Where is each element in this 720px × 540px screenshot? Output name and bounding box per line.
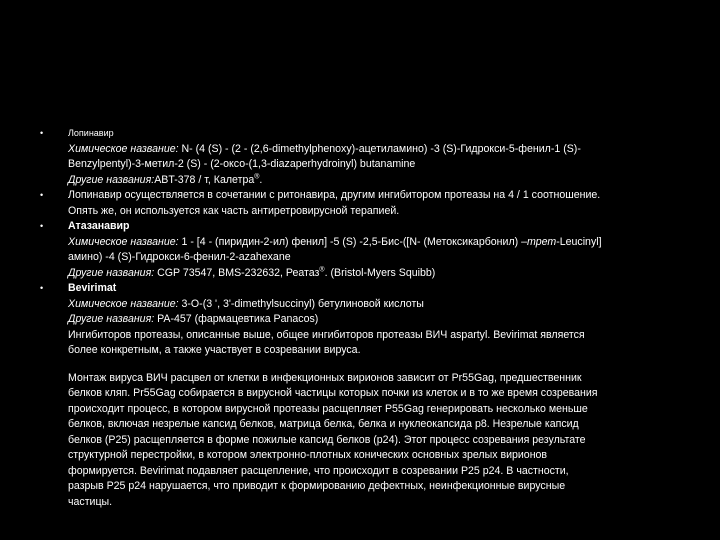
paragraph-line: структурной перестройки, в котором электронно-плотных конических основных зрелых вирионов xyxy=(68,449,548,461)
paragraph-line: формируется. Bevirimat подавляет расщепление, что происходит в созревании P25 p24. В частности, xyxy=(68,464,569,477)
other-names-end: . xyxy=(259,173,263,186)
drug-name: Bevirimat xyxy=(68,282,117,294)
paragraph-line: разрыв P25 p24 нарушается, что приводит к формированию дефектных, неинфекционные вирусные xyxy=(68,480,566,492)
paragraph-line: происходит процесс, в котором вирусной протеазы расщепляет P55Gag генерировать несколько меньше xyxy=(68,402,588,415)
list-item-bevirimat xyxy=(40,281,690,359)
paragraph-line: белков, включая незрелые капсид белков, матрица белка, белка и нуклеокапсида p8. Незрелые капсид xyxy=(68,418,579,430)
other-names-line xyxy=(68,312,690,328)
list-item-atazanavir xyxy=(40,219,690,281)
drug-name: Лопинавир xyxy=(68,128,114,138)
chem-name-label: Химическое название: xyxy=(68,297,179,310)
paragraph-line: белков кляп. Pr55Gag собирается в вирусной частицы которых почки из клеток и в то же время созревания xyxy=(68,387,598,399)
chem-name-line-2: Benzylpentyl)-3-метил-2 (S) - (2-оксо-(1,3-diazaperhydroinyl) butanamine xyxy=(68,158,416,170)
other-names-text: CGP 73547, BMS-232632, Реатаз xyxy=(154,266,320,279)
maturation-paragraph xyxy=(68,371,690,511)
registered-mark: ® xyxy=(254,172,260,180)
drug-name: Атазанавир xyxy=(68,220,130,232)
description-line-2: более конкретным, а также участвует в созревании вируса. xyxy=(68,344,361,356)
other-names-label: Другие названия: xyxy=(68,173,155,186)
bullet: • xyxy=(40,190,44,200)
chem-name-text: 1 - [4 - (пиридин-2-ил) фенил] -5 (S) -2,5-Бис-([N- (Метоксикарбонил) – xyxy=(178,235,527,248)
chem-name-line xyxy=(68,297,690,313)
chem-name-line xyxy=(68,235,690,251)
chem-name-italic: трет xyxy=(527,235,557,248)
other-names-label: Другие названия: xyxy=(68,266,155,279)
drug-list xyxy=(40,126,690,359)
chem-name-line xyxy=(68,142,690,158)
registered-mark: ® xyxy=(319,265,325,273)
chem-name-text: 3-O-(3 ', 3'-dimethylsuccinyl) бетулиновой кислоты xyxy=(178,297,424,310)
bullet: • xyxy=(40,221,44,231)
chem-name-label: Химическое название: xyxy=(68,142,179,155)
bullet: • xyxy=(40,128,44,138)
note-line-1: Лопинавир осуществляется в сочетании с ритонавира, другим ингибитором протеазы на 4 / 1 соотношение. xyxy=(68,189,601,201)
paragraph-line: Монтаж вируса ВИЧ расцвел от клетки в инфекционных вирионов зависит от Pr55Gag, предшественник xyxy=(68,371,582,384)
other-names-label: Другие названия: xyxy=(68,313,155,325)
chem-name-line-2: амино) -4 (S)-Гидрокси-6-фенил-2-azahexane xyxy=(68,251,291,263)
chem-name-label: Химическое название: xyxy=(68,235,179,248)
list-item-lopinavir xyxy=(40,126,690,188)
other-names-text: ABT-378 / т, Калетра xyxy=(154,173,255,186)
list-item-lopinavir-note xyxy=(40,188,690,219)
other-names-text: PA-457 (фармацевтика Panacos) xyxy=(154,313,319,325)
other-names-line xyxy=(68,173,690,189)
bullet: • xyxy=(40,283,44,293)
other-names-end: . (Bristol-Myers Squibb) xyxy=(324,266,436,279)
other-names-line xyxy=(68,266,690,282)
chem-name-text-end: -Leucinyl] xyxy=(556,235,602,248)
chem-name-text: N- (4 (S) - (2 - (2,6-dimethylphenoxy)-ацетиламино) -3 (S)-Гидрокси-5-фенил-1 (S)- xyxy=(178,142,581,155)
note-line-2: Опять же, он используется как часть антиретровирусной терапией. xyxy=(68,204,400,217)
paragraph-line: белков (P25) расщепляется в форме пожилые капсид белков (p24). Этот процесс созревания результате xyxy=(68,433,586,446)
slide-content xyxy=(40,126,690,510)
description-line-1: Ингибиторов протеазы, описанные выше, общее ингибиторов протеазы ВИЧ aspartyl. Bevirimat является xyxy=(68,328,585,341)
paragraph-line: частицы. xyxy=(68,495,113,508)
